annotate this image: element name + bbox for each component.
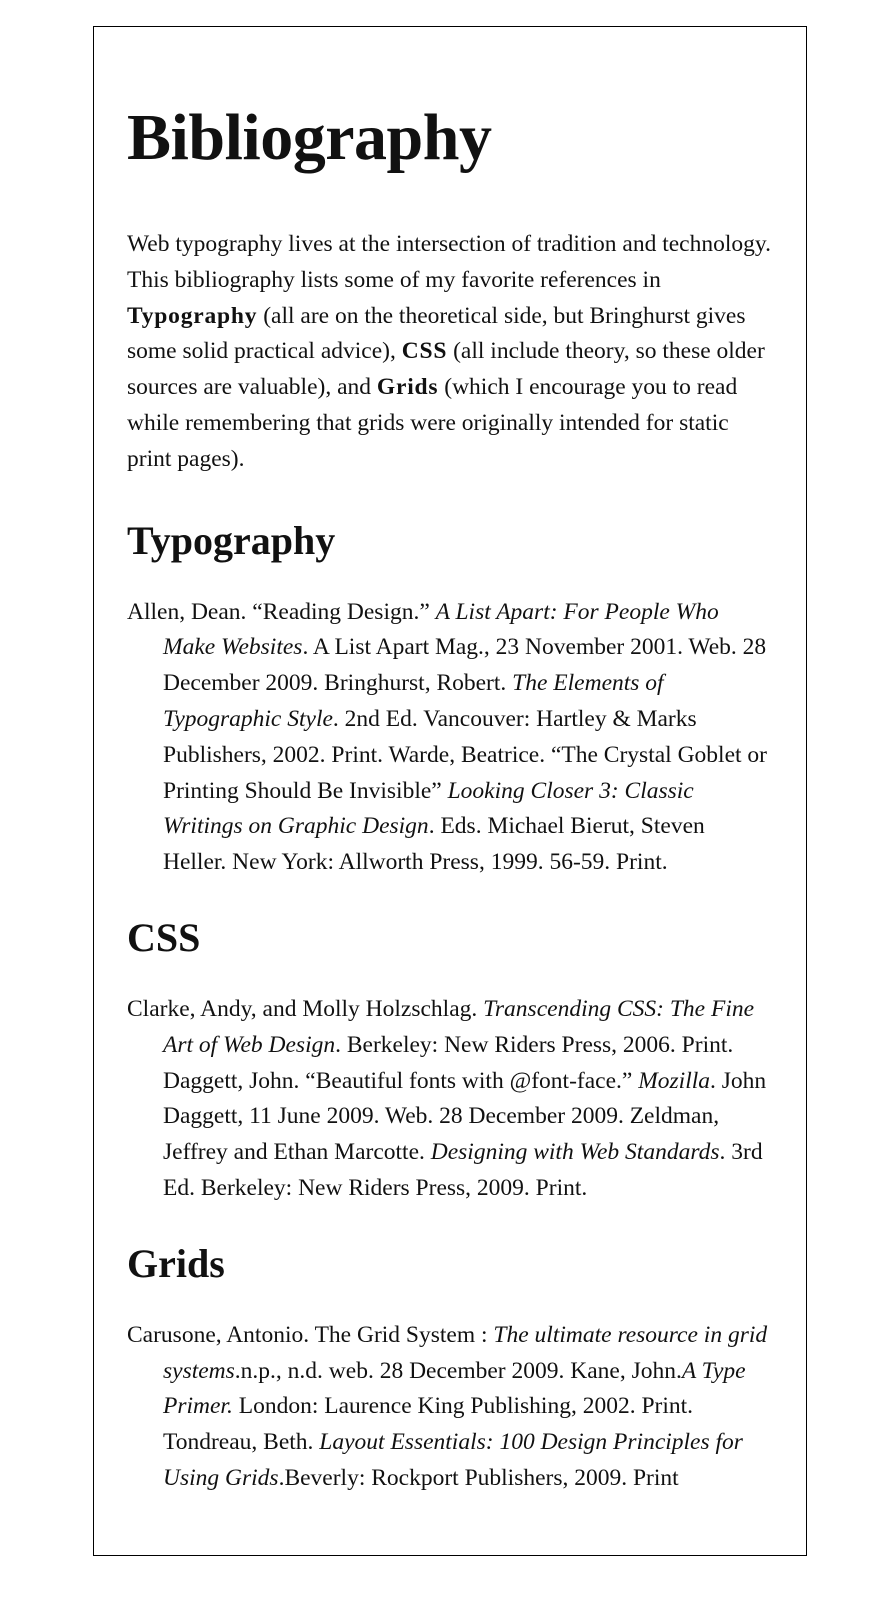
citation-text: . A List Apart Mag., 23 November 2001. Web. 28 December 2009. Bringhurst, Robert.	[163, 634, 767, 697]
intro-text-3: (all include theory, so these older sources are valuable), and	[127, 338, 765, 401]
bibliography-page	[93, 26, 807, 1556]
citation-text: . John Daggett, 11 June 2009. Web. 28 December 2009. Zeldman, Jeffrey and Ethan Marcotte.	[163, 1067, 767, 1166]
citation-text: . 2nd Ed. Vancouver: Hartley & Marks Publishers, 2002. Print. Warde, Beatrice. “The Crystal Goblet or Printing Should Be Invisible”	[163, 705, 767, 804]
citation-text: . 3rd Ed. Berkeley: New Riders Press, 2009. Print.	[163, 1139, 763, 1201]
section-heading-typography: Typography	[127, 517, 336, 563]
bibliography-entries-grids	[127, 1318, 773, 1497]
citation-title: The ultimate resource in grid systems	[163, 1321, 768, 1384]
bibliography-entries-typography	[127, 595, 773, 881]
citation-text: .Beverly: Rockport Publishers, 2009. Print	[278, 1464, 679, 1491]
citation-text: . Berkeley: New Riders Press, 2006. Print. Daggett, John. “Beautiful fonts with @font-face.”	[163, 1031, 734, 1094]
bibliography-entries-css	[127, 992, 773, 1207]
citation-title: A List Apart: For People Who Make Websites	[163, 598, 719, 661]
citation-text: . Eds. Michael Bierut, Steven Heller. New York: Allworth Press, 1999. 56-59. Print.	[163, 813, 705, 876]
section-heading-grids: Grids	[127, 1240, 225, 1286]
citation-text: .n.p., n.d. web. 28 December 2009. Kane, John.	[234, 1357, 682, 1384]
page-title: Bibliography	[127, 101, 492, 174]
intro-text-1: Web typography lives at the intersection of tradition and technology. This bibliography lists some of my favorite references in	[127, 231, 771, 293]
citation-title: Looking Closer 3: Classic Writings on Graphic Design	[163, 777, 694, 840]
citation-title: Mozilla	[638, 1067, 710, 1094]
citation-text: Clarke, Andy, and Molly Holzschlag.	[127, 995, 484, 1022]
citation-title: Layout Essentials: 100 Design Principles for Using Grids	[163, 1429, 743, 1491]
intro-paragraph	[127, 227, 773, 478]
citation-text: Allen, Dean. “Reading Design.”	[127, 598, 436, 625]
section-heading-css: CSS	[127, 914, 201, 960]
citation-title: Designing with Web Standards	[430, 1139, 720, 1166]
intro-text-4: (which I encourage you to read while remembering that grids were originally intended for static print pages).	[127, 374, 738, 472]
citation-title: The Elements of Typographic Style	[163, 670, 664, 732]
citation-title: A Type Primer.	[163, 1357, 746, 1420]
intro-term-css: CSS	[401, 338, 448, 365]
intro-term-typography: Typography	[127, 302, 258, 329]
citation-text: Carusone, Antonio. The Grid System :	[127, 1321, 494, 1348]
citation-title: Transcending CSS: The Fine Art of Web Design	[163, 995, 755, 1058]
citation-text: London: Laurence King Publishing, 2002. Print. Tondreau, Beth.	[163, 1393, 694, 1456]
intro-text-2: (all are on the theoretical side, but Bringhurst gives some solid practical advice),	[127, 302, 746, 365]
intro-term-grids: Grids	[376, 374, 439, 401]
